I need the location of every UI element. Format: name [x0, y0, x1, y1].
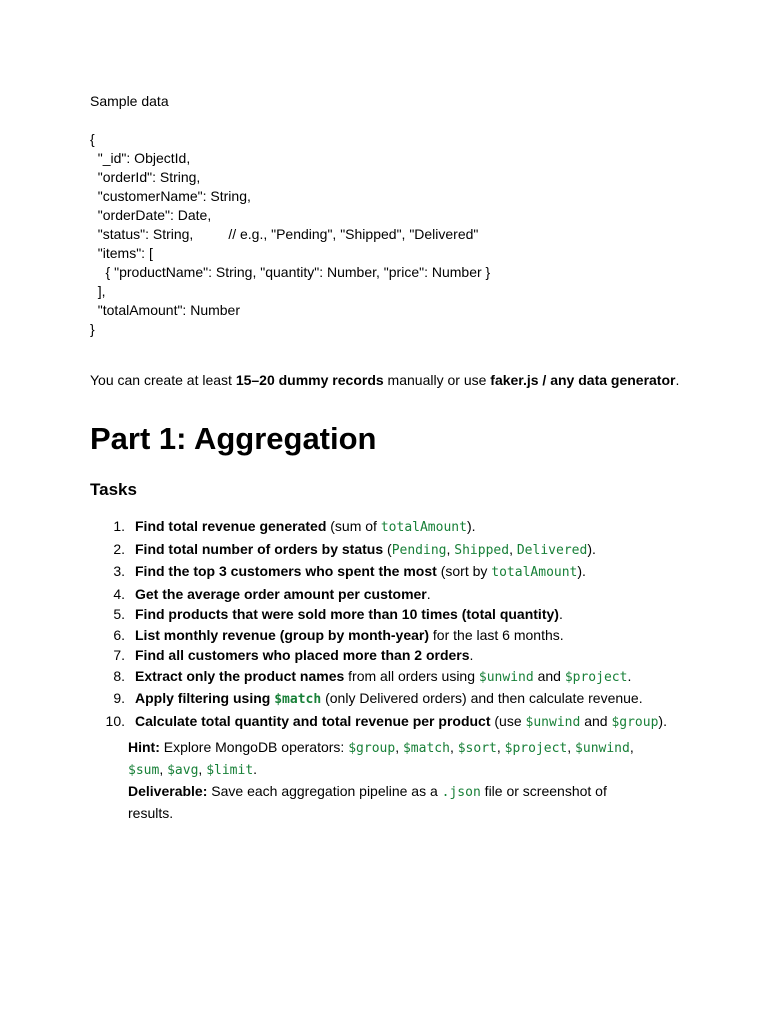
- operator-separator: ,: [395, 739, 403, 755]
- operator-separator: ,: [159, 761, 168, 777]
- deliverable-text-post: file or screenshot of results.: [128, 783, 607, 821]
- operator-code: $match: [402, 741, 450, 756]
- sample-data-label: Sample data: [90, 93, 169, 109]
- task-number: 2.: [113, 540, 125, 557]
- hint-label: Hint:: [128, 739, 160, 755]
- task-item: [90, 604, 730, 625]
- intro-generator: faker.js / any data generator: [490, 372, 676, 388]
- hint-block: [128, 737, 648, 824]
- task-text: .: [426, 585, 431, 602]
- task-text: and: [580, 712, 612, 729]
- operator-code: $avg: [167, 763, 199, 778]
- inline-code: Pending: [391, 542, 447, 558]
- task-item: [90, 561, 730, 584]
- task-item: [90, 666, 730, 689]
- operator-code: $unwind: [575, 741, 630, 756]
- task-text: Calculate total quantity and total revenue per product: [135, 712, 491, 729]
- deliverable-paragraph: [128, 781, 648, 824]
- operator-code: $group: [348, 741, 396, 756]
- operator-separator: ,: [567, 739, 576, 755]
- inline-code: $match: [274, 692, 322, 707]
- operator-code: $sum: [128, 763, 160, 778]
- task-text: Find all customers who placed more than 2 orders: [135, 647, 470, 663]
- task-list: [90, 516, 730, 733]
- task-text: ).: [466, 518, 476, 534]
- operator-separator: ,: [629, 739, 634, 755]
- task-item: [90, 645, 730, 666]
- task-item: [90, 516, 730, 539]
- task-text: (: [383, 540, 392, 557]
- operator-code: $project: [504, 741, 568, 756]
- task-number: 8.: [113, 667, 125, 684]
- inline-code: $unwind: [525, 714, 581, 730]
- code-line: "_id": ObjectId,: [90, 150, 191, 166]
- operator-code: $limit: [206, 763, 254, 778]
- code-line: "orderDate": Date,: [90, 207, 212, 223]
- deliverable-code: .json: [441, 785, 481, 800]
- task-text: (only Delivered orders) and then calculate revenue.: [321, 690, 643, 706]
- operator-separator: .: [253, 761, 258, 777]
- intro-text-post: .: [675, 372, 680, 388]
- operator-separator: ,: [449, 739, 458, 755]
- intro-records-count: 15–20 dummy records: [235, 372, 384, 388]
- task-number: 3.: [113, 563, 125, 579]
- hint-text: Explore MongoDB operators:: [159, 739, 349, 755]
- task-text: ,: [446, 540, 455, 557]
- task-text: ,: [509, 540, 517, 557]
- task-number: 9.: [113, 690, 125, 706]
- task-text: .: [558, 606, 563, 622]
- tasks-heading: Tasks: [90, 480, 137, 499]
- task-text: .: [627, 667, 632, 684]
- inline-code: totalAmount: [491, 565, 578, 580]
- operator-code: $sort: [457, 741, 497, 756]
- inline-code: Delivered: [516, 542, 588, 558]
- operator-separator: ,: [496, 739, 505, 755]
- hint-paragraph: [128, 737, 648, 781]
- task-text: Extract only the product names: [135, 667, 345, 684]
- inline-code: $project: [564, 669, 628, 685]
- task-text: from all orders using: [344, 667, 479, 684]
- inline-code: totalAmount: [380, 520, 467, 535]
- task-number: 1.: [113, 518, 125, 534]
- code-line: {: [90, 131, 95, 147]
- task-text: List monthly revenue (group by month-year): [135, 626, 430, 643]
- task-item: [90, 625, 730, 646]
- part-title: Part 1: Aggregation: [90, 421, 377, 456]
- task-item: [90, 584, 730, 605]
- intro-paragraph: [90, 371, 679, 389]
- task-number: 10.: [105, 712, 125, 729]
- task-text: (use: [490, 712, 526, 729]
- code-line: "orderId": String,: [90, 169, 201, 185]
- task-text: .: [469, 647, 474, 663]
- task-item: [90, 711, 730, 734]
- operator-separator: ,: [198, 761, 207, 777]
- deliverable-text-pre: Save each aggregation pipeline as a: [207, 783, 442, 799]
- sample-schema-block: [90, 130, 490, 339]
- task-text: Find the top 3 customers who spent the most: [135, 563, 437, 579]
- code-line: "customerName": String,: [90, 188, 251, 204]
- inline-code: Shipped: [454, 542, 510, 558]
- code-line: ],: [90, 283, 106, 299]
- task-text: for the last 6 months.: [429, 626, 564, 643]
- deliverable-label: Deliverable:: [128, 783, 208, 799]
- task-item: [90, 539, 730, 562]
- code-line: "totalAmount": Number: [90, 302, 241, 318]
- task-text: Find total number of orders by status: [135, 540, 384, 557]
- code-line: "items": [: [90, 245, 153, 261]
- inline-code: $group: [611, 714, 659, 730]
- task-text: ).: [658, 712, 667, 729]
- code-line: { "productName": String, "quantity": Number, "price": Number }: [90, 264, 491, 280]
- task-text: Find total revenue generated: [135, 518, 327, 534]
- code-line: "status": String, // e.g., "Pending", "Shipped", "Delivered": [90, 226, 479, 242]
- task-text: and: [533, 667, 565, 684]
- task-text: Apply filtering using: [135, 690, 275, 706]
- task-number: 6.: [113, 626, 125, 643]
- intro-text-mid: manually or use: [383, 372, 491, 388]
- task-text: Find products that were sold more than 10 times (total quantity): [135, 606, 559, 622]
- inline-code: $unwind: [478, 669, 534, 685]
- task-text: Get the average order amount per customer: [135, 585, 427, 602]
- task-number: 7.: [113, 647, 125, 663]
- code-line: }: [90, 321, 95, 337]
- intro-text-pre: You can create at least: [90, 372, 236, 388]
- task-text: (sum of: [326, 518, 381, 534]
- task-number: 5.: [113, 606, 125, 622]
- task-text: ).: [587, 540, 596, 557]
- task-text: (sort by: [436, 563, 492, 579]
- task-item: [90, 688, 730, 711]
- task-number: 4.: [113, 585, 125, 602]
- task-text: ).: [577, 563, 586, 579]
